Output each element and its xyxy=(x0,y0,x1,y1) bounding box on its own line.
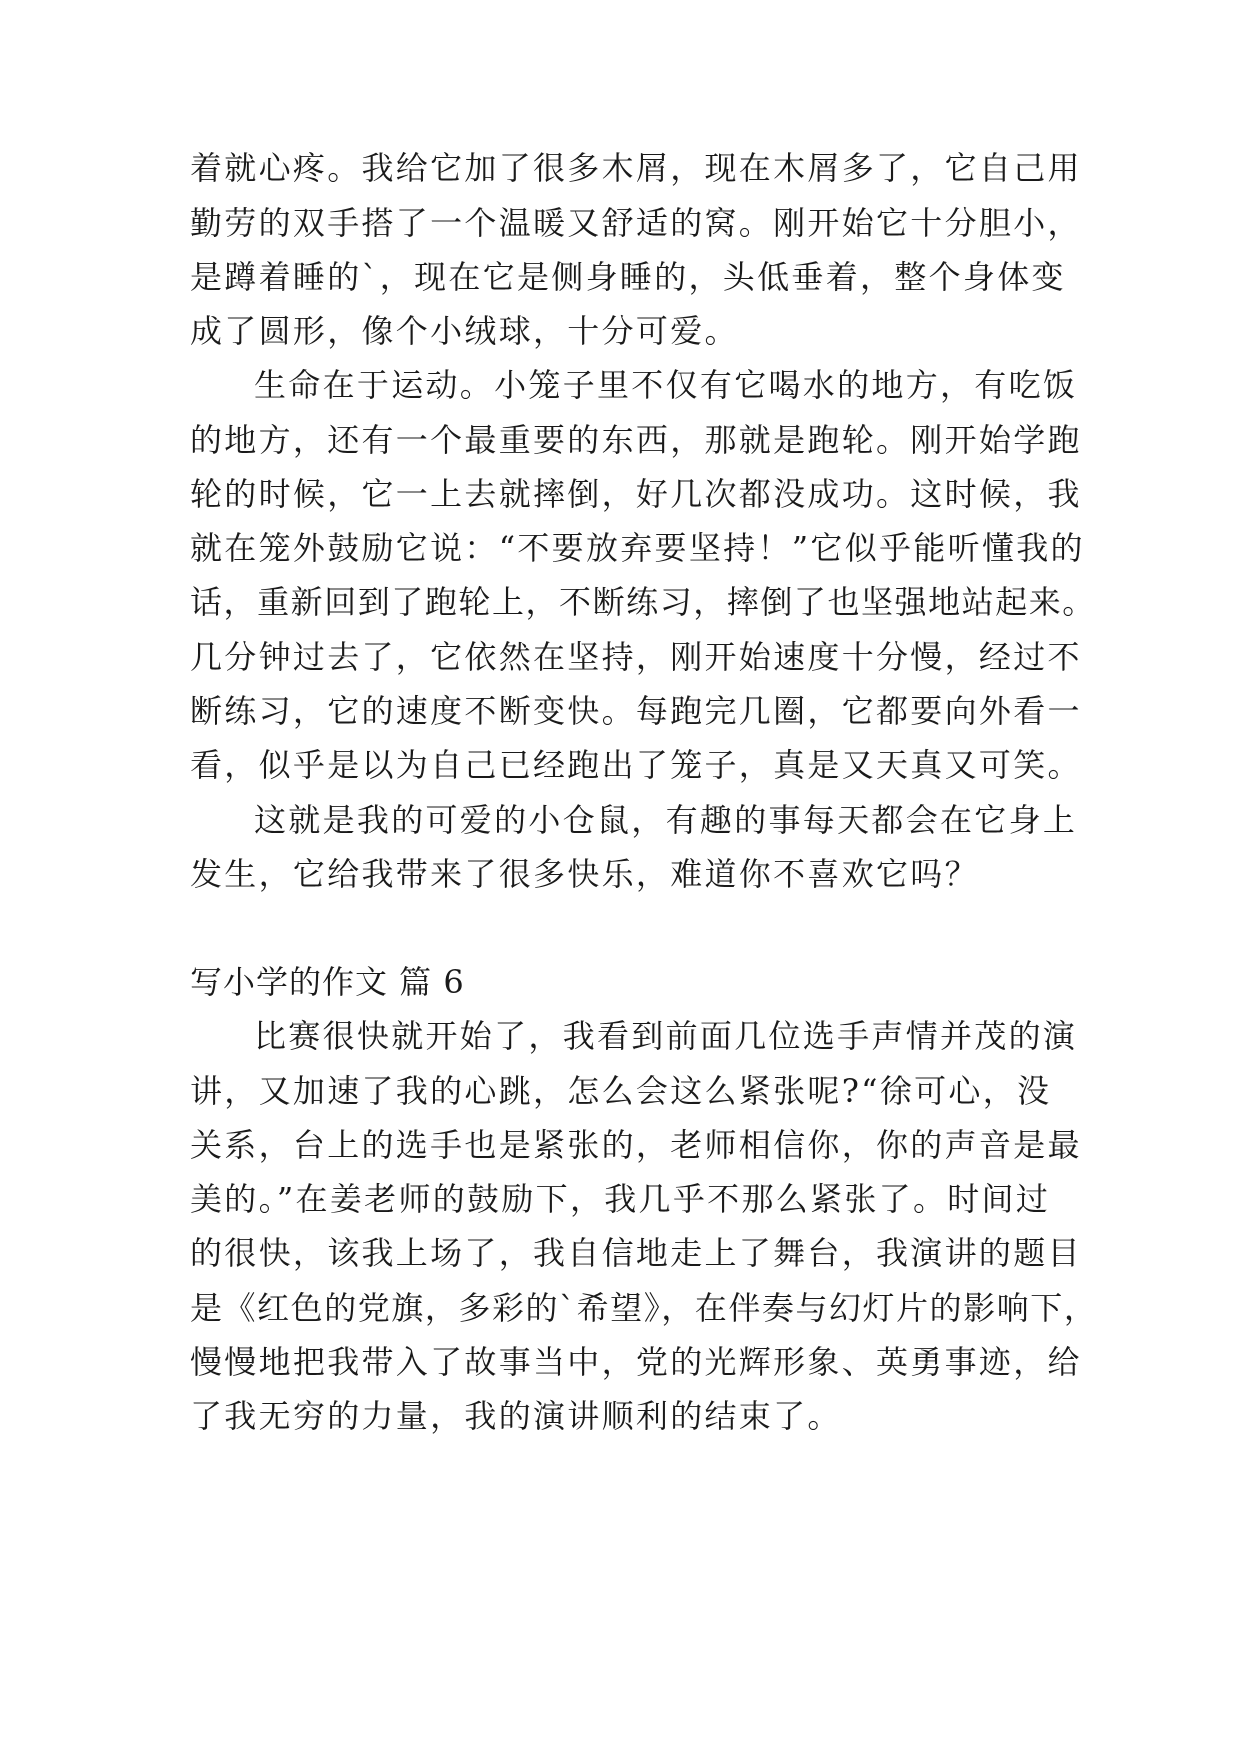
paragraph-line: 生命在于运动。小笼子里不仅有它喝水的地方，有吃饭 xyxy=(254,366,1078,404)
paragraph-line: 关系，台上的选手也是紧张的，老师相信你，你的声音是最 xyxy=(190,1126,1082,1164)
paragraph-line: 的很快，该我上场了，我自信地走上了舞台，我演讲的题目 xyxy=(190,1234,1082,1272)
paragraph-line: 断练习，它的速度不断变快。每跑完几圈，它都要向外看一 xyxy=(190,692,1082,730)
paragraph-line: 发生，它给我带来了很多快乐，难道你不喜欢它吗？ xyxy=(190,855,979,893)
paragraph-line: 成了圆形，像个小绒球，十分可爱。 xyxy=(190,312,739,350)
paragraph-line: 了我无穷的力量，我的演讲顺利的结束了。 xyxy=(190,1397,842,1435)
paragraph-line: 勤劳的双手搭了一个温暖又舒适的窝。刚开始它十分胆小， xyxy=(190,204,1082,242)
paragraph-line: 慢慢地把我带入了故事当中，党的光辉形象、英勇事迹，给 xyxy=(190,1343,1082,1381)
paragraph-line: 这就是我的可爱的小仓鼠，有趣的事每天都会在它身上 xyxy=(254,801,1078,839)
paragraph-line: 的地方，还有一个最重要的东西，那就是跑轮。刚开始学跑 xyxy=(190,421,1082,459)
paragraph-line: 是《红色的党旗，多彩的`希望》，在伴奏与幻灯片的影响下， xyxy=(190,1289,1098,1327)
paragraph-line: 几分钟过去了，它依然在坚持，刚开始速度十分慢，经过不 xyxy=(190,638,1082,676)
paragraph-line: 美的。”在姜老师的鼓励下，我几乎不那么紧张了。时间过 xyxy=(190,1180,1051,1218)
paragraph-line: 着就心疼。我给它加了很多木屑，现在木屑多了，它自己用 xyxy=(190,149,1082,187)
paragraph-line: 是蹲着睡的`，现在它是侧身睡的，头低垂着，整个身体变 xyxy=(190,258,1066,296)
paragraph-line: 话，重新回到了跑轮上，不断练习，摔倒了也坚强地站起来。 xyxy=(190,583,1096,621)
paragraph-line: 就在笼外鼓励它说：“不要放弃要坚持！”它似乎能听懂我的 xyxy=(190,529,1085,567)
paragraph-line: 轮的时候，它一上去就摔倒，好几次都没成功。这时候，我 xyxy=(190,475,1082,513)
paragraph-line: 讲，又加速了我的心跳，怎么会这么紧张呢?“徐可心，没 xyxy=(190,1072,1052,1110)
paragraph-line: 看，似乎是以为自己已经跑出了笼子，真是又天真又可笑。 xyxy=(190,746,1082,784)
section-heading: 写小学的作文 篇 6 xyxy=(190,963,465,1001)
paragraph-line: 比赛很快就开始了，我看到前面几位选手声情并茂的演 xyxy=(254,1017,1078,1055)
